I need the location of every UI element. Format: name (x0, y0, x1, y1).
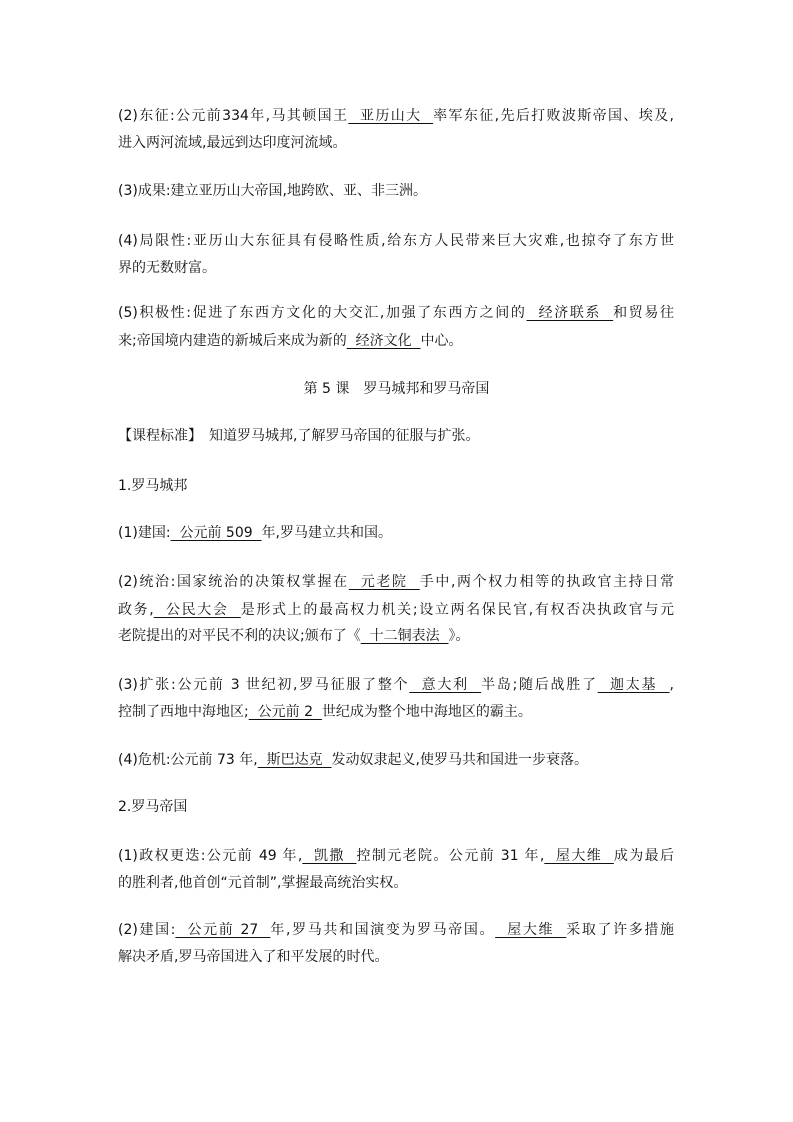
course-standard (118, 420, 674, 452)
text: 率军东征,先后打败波斯帝国、埃及, (433, 108, 674, 124)
text: 控制了西地中海地区; (118, 704, 249, 720)
answer-blank: 意大利 (409, 677, 482, 693)
answer-blank: 屋大维 (495, 922, 567, 938)
founding-line (118, 517, 674, 549)
text: 成为最后 (613, 848, 674, 864)
text: (2)建国: (118, 922, 176, 938)
text: 和贸易往 (613, 305, 675, 321)
answer-blank: 十二铜表法 (360, 628, 449, 644)
text: 年,罗马建立共和国。 (261, 525, 392, 541)
text: 是形式上的最高权力机关;设立两名保民官,有权否决执政官与元 (240, 602, 674, 618)
text: 中心。 (420, 333, 463, 349)
text: 世纪成为整个地中海地区的霸主。 (321, 704, 532, 720)
text: 控制元老院。公元前 31 年, (356, 848, 545, 864)
text: (3)扩张:公元前 3 世纪初,罗马征服了整个 (118, 677, 410, 693)
answer-blank: 经济联系 (526, 305, 614, 321)
answer-blank: 公元前 27 (175, 922, 271, 938)
text: (2)东征:公元前334年,马其顿国王 (118, 108, 349, 124)
text: 来;帝国境内建造的新城后来成为新的 (118, 333, 347, 349)
result-line: (3)成果:建立亚历山大帝国,地跨欧、亚、非三洲。 (118, 183, 427, 199)
east-line-2: 进入两河流域,最远到达印度河流域。 (118, 135, 347, 151)
text: 采取了许多措施 (566, 922, 674, 938)
text: 发动奴隶起义,使罗马共和国进一步衰落。 (331, 752, 588, 768)
text: (1)建国: (118, 525, 171, 541)
answer-blank: 公元前 2 (248, 704, 322, 720)
lesson-title: 第 5 课 罗马城邦和罗马帝国 (303, 381, 490, 397)
text: (1)政权更迭:公元前 49 年, (118, 848, 303, 864)
text: (4)危机:公元前 73 年, (118, 752, 258, 768)
crisis-line (118, 744, 674, 776)
regime-line-2: 的胜利者,他首创“元首制”,掌握最高统治实权。 (118, 875, 408, 891)
text: 老院提出的对平民不利的决议;颁布了《 (118, 628, 361, 644)
expansion-line-2 (118, 696, 674, 728)
answer-blank: 凯撒 (302, 848, 357, 864)
answer-blank: 公元前 509 (170, 525, 262, 541)
text: (2)统治:国家统治的决策权掌握在 (118, 574, 349, 590)
standard-text: 知道罗马城邦,了解罗马帝国的征服与扩张。 (195, 428, 480, 444)
limit-line-2: 界的无数财富。 (118, 260, 216, 276)
text: , (669, 677, 674, 693)
answer-blank: 屋大维 (544, 848, 614, 864)
text: 手中,两个权力相等的执政官主持日常 (419, 574, 674, 590)
answer-blank: 公民大会 (153, 602, 241, 618)
positive-line-2 (118, 325, 674, 357)
answer-blank: 斯巴达克 (257, 752, 332, 768)
text: (5)积极性:促进了东西方文化的大交汇,加强了东西方之间的 (118, 305, 527, 321)
text: 半岛;随后战胜了 (481, 677, 598, 693)
text: 年,罗马共和国演变为罗马帝国。 (270, 922, 496, 938)
section-2-heading: 2.罗马帝国 (118, 799, 188, 815)
text: 》。 (448, 628, 470, 644)
rule-line-3 (118, 620, 674, 652)
standard-label: 【课程标准】 (118, 428, 195, 444)
text: 政务, (118, 602, 154, 618)
answer-blank: 经济文化 (346, 333, 421, 349)
answer-blank: 元老院 (348, 574, 420, 590)
found-line-2: 解决矛盾,罗马帝国进入了和平发展的时代。 (118, 949, 389, 965)
answer-blank: 迦太基 (597, 677, 670, 693)
limit-line-1: (4)局限性:亚历山大东征具有侵略性质,给东方人民带来巨大灾难,也掠夺了东方世 (118, 233, 674, 249)
answer-blank: 亚历山大 (348, 108, 434, 124)
section-1-heading: 1.罗马城邦 (118, 478, 188, 494)
